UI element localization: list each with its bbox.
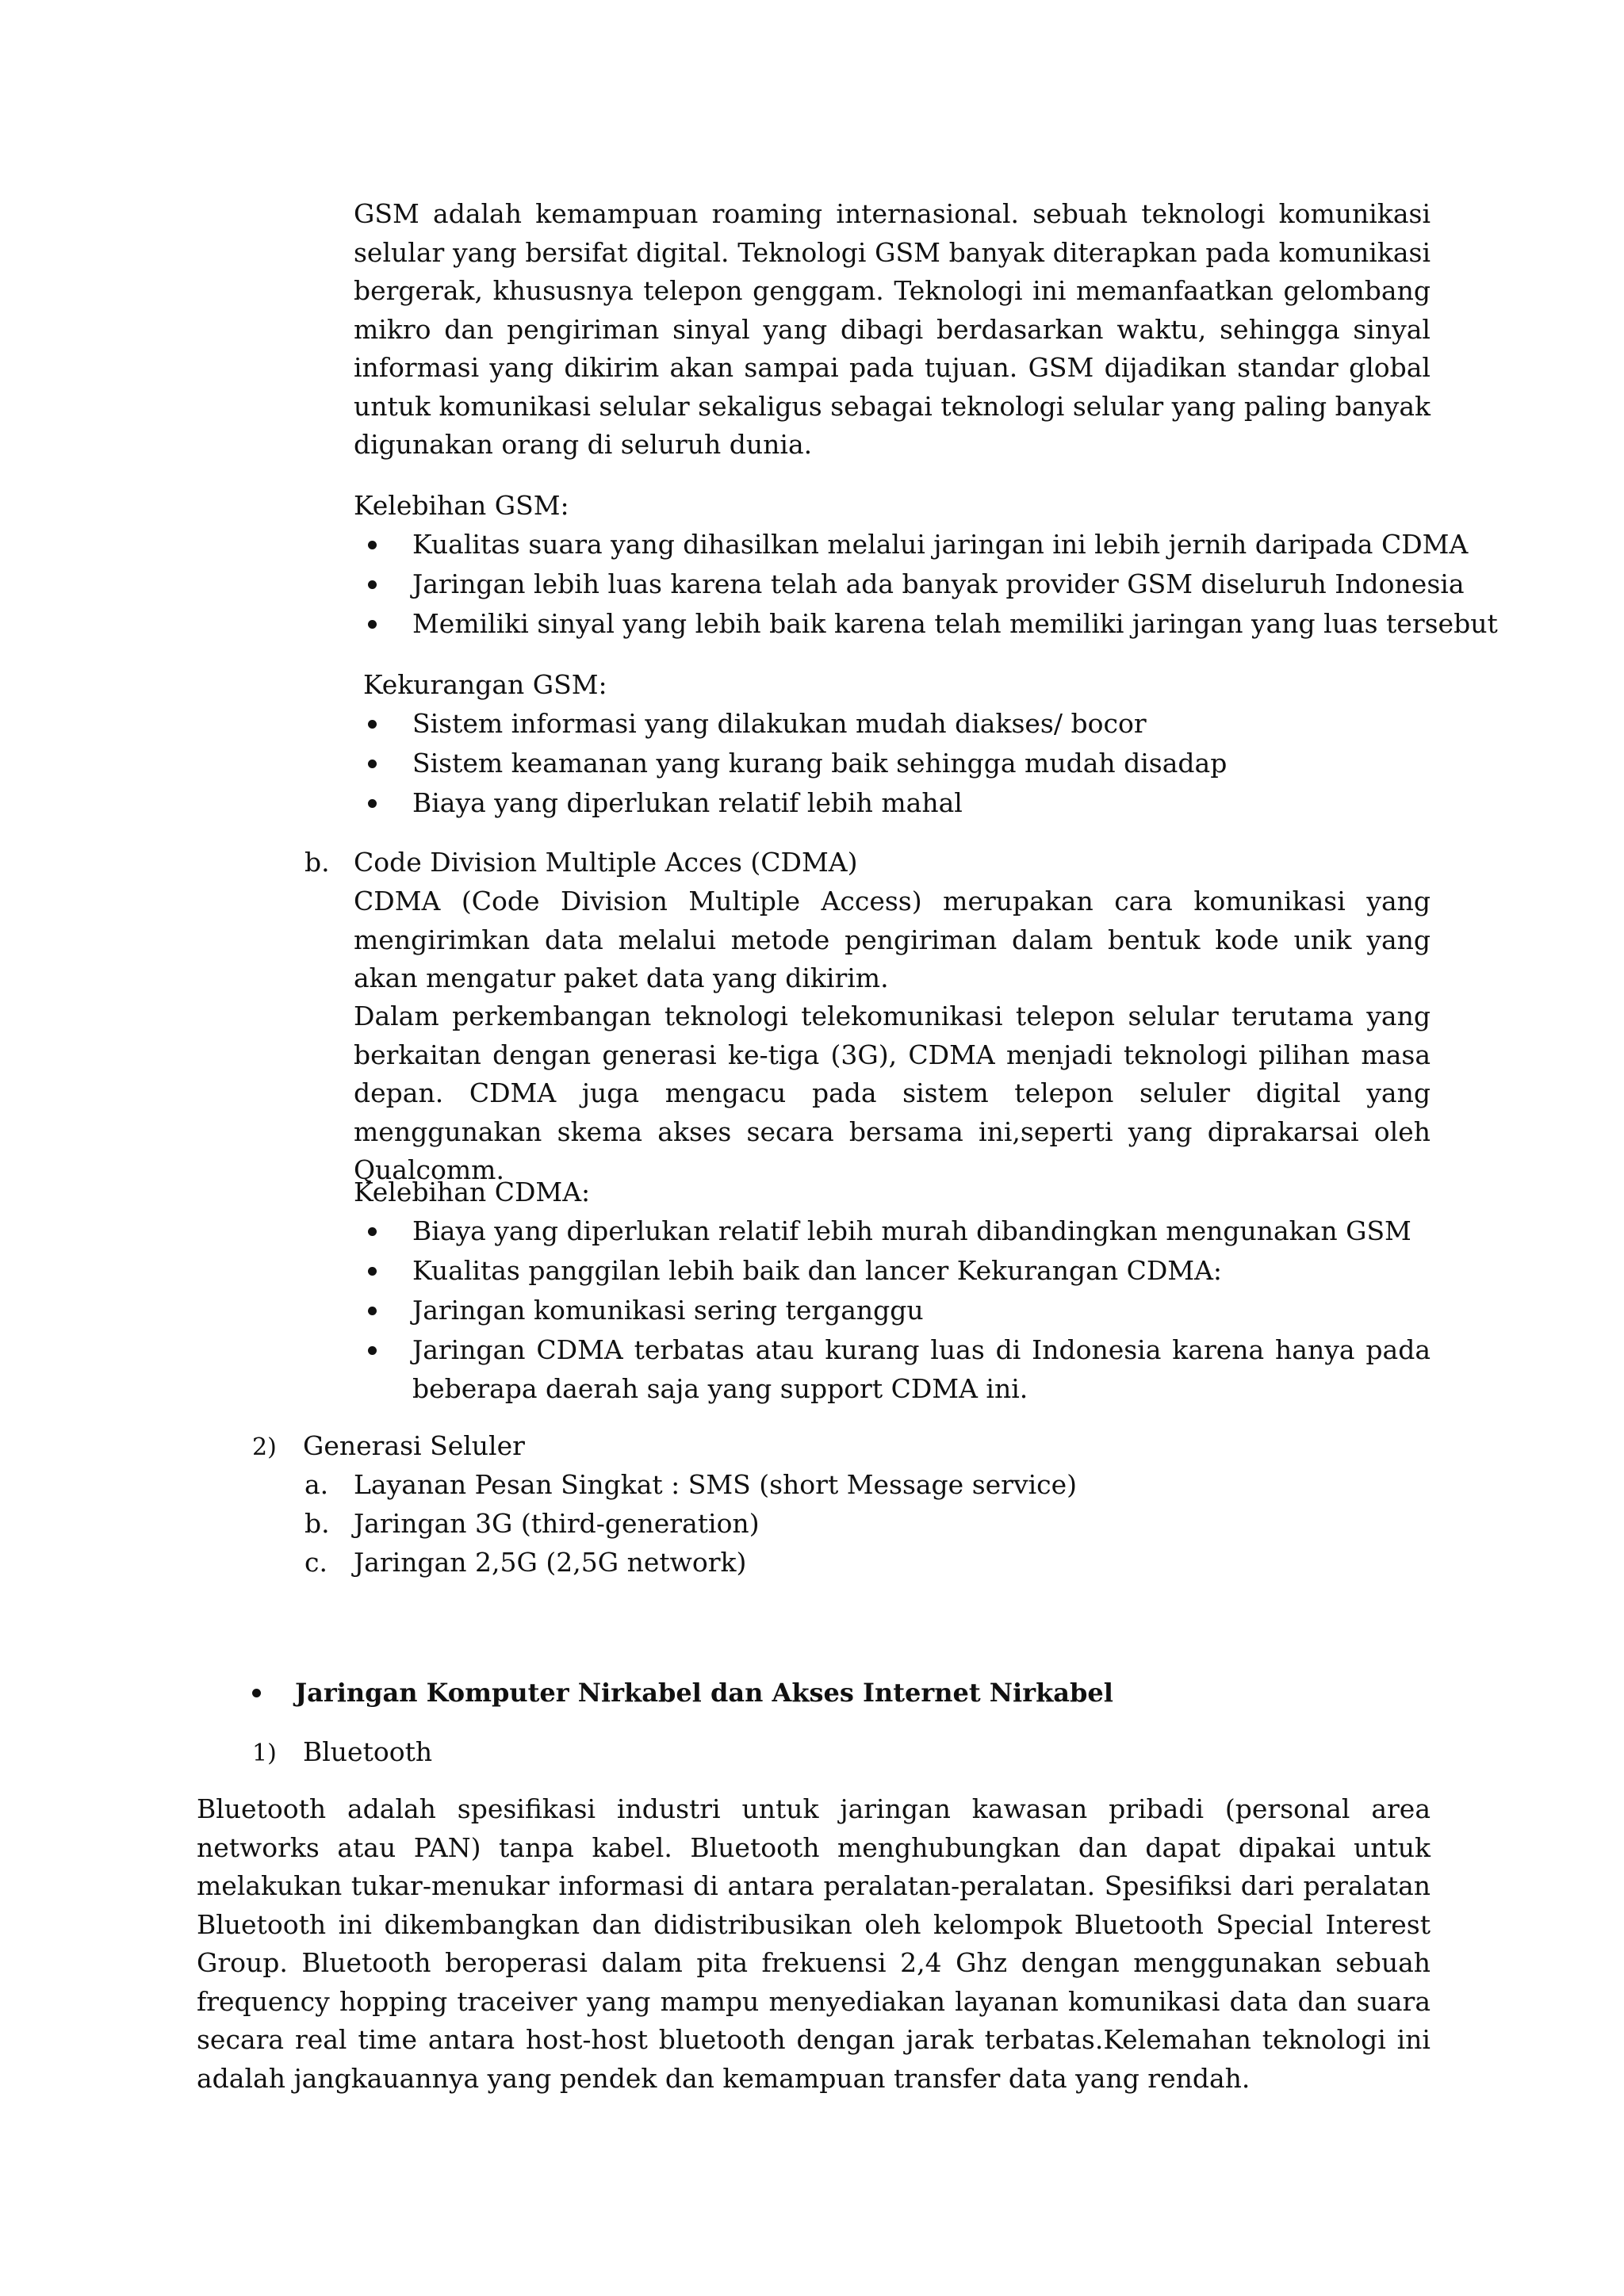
cdma-item: Jaringan komunikasi sering terganggu [412, 1295, 924, 1326]
bluetooth-paragraph: Bluetooth adalah spesifikasi industri untuk jaringan kawasan pribadi (personal area networks atau PAN) tanpa kabel. Bluetooth menghubungkan dan dapat dipakai untuk melakukan tukar-menukar informasi di antara peralatan-peralatan. Spesifiksi dari peralatan Bluetooth ini dikembangkan dan didistribusikan oleh kelompok Bluetooth Special Interest Group. Bluetooth beroperasi dalam pita frekuensi 2,4 Ghz dengan menggunakan sebuah frequency hopping traceiver yang mampu menyediakan layanan komunikasi data dan suara secara real time antara host-host bluetooth dengan jarak terbatas.Kelemahan teknologi ini adalah jangkauannya yang pendek dan kemampuan transfer data yang rendah. [197, 1793, 1431, 2094]
generasi-item-marker: a. [304, 1469, 329, 1500]
generasi-item-marker: c. [304, 1547, 327, 1578]
bluetooth-title: Bluetooth [303, 1736, 433, 1767]
cdma-item: Kualitas panggilan lebih baik dan lancer Kekurangan CDMA: [412, 1255, 1223, 1286]
cdma-paragraph-1: CDMA (Code Division Multiple Access) merupakan cara komunikasi yang mengirimkan data melalui metode pengiriman dalam bentuk kode unik yang akan mengatur paket data yang dikirim. [354, 886, 1431, 993]
cdma-title: Code Division Multiple Acces (CDMA) [354, 847, 858, 878]
bullet-icon [252, 1689, 261, 1697]
bluetooth-marker: 1) [252, 1739, 277, 1767]
bullet-icon [368, 1346, 377, 1355]
bullet-icon [368, 541, 377, 549]
cdma-advantages-heading: Kelebihan CDMA: [354, 1177, 591, 1207]
cdma-paragraph-2: Dalam perkembangan teknologi telekomunikasi telepon selular terutama yang berkaitan dengan generasi ke-tiga (3G), CDMA menjadi teknologi pilihan masa depan. CDMA juga mengacu pada sistem telepon seluler digital yang menggunakan skema akses secara bersama ini,seperti yang diprakarsai oleh Qualcomm. [354, 1001, 1431, 1185]
bullet-icon [368, 1227, 377, 1236]
bullet-icon [368, 1267, 377, 1276]
gsm-advantages-heading: Kelebihan GSM: [354, 490, 569, 521]
gsm-disadvantages-heading: Kekurangan GSM: [363, 669, 607, 700]
gsm-intro-paragraph: GSM adalah kemampuan roaming internasional. sebuah teknologi komunikasi selular yang bersifat digital. Teknologi GSM banyak diterapkan pada komunikasi bergerak, khususnya telepon genggam. Teknologi ini memanfaatkan gelombang mikro dan pengiriman sinyal yang dibagi berdasarkan waktu, sehingga sinyal informasi yang dikirim akan sampai pada tujuan. GSM dijadikan standar global untuk komunikasi selular sekaligus sebagai teknologi selular yang paling banyak digunakan orang di seluruh dunia. [354, 198, 1431, 460]
cdma-item: Jaringan CDMA terbatas atau kurang luas di Indonesia karena hanya pada beberapa daerah saja yang support CDMA ini. [412, 1334, 1431, 1404]
bullet-icon [368, 720, 377, 729]
gsm-advantage-item: Memiliki sinyal yang lebih baik karena telah memiliki jaringan yang luas tersebut [412, 608, 1498, 639]
generasi-title: Generasi Seluler [303, 1430, 525, 1461]
cdma-marker: b. [304, 847, 330, 878]
bullet-icon [368, 580, 377, 589]
gsm-advantage-item: Kualitas suara yang dihasilkan melalui jaringan ini lebih jernih daripada CDMA [412, 529, 1469, 560]
bullet-icon [368, 1307, 377, 1315]
generasi-item: Layanan Pesan Singkat : SMS (short Message service) [354, 1469, 1078, 1500]
gsm-disadvantage-item: Biaya yang diperlukan relatif lebih mahal [412, 787, 963, 818]
generasi-marker: 2) [252, 1433, 277, 1461]
wireless-section-heading: Jaringan Komputer Nirkabel dan Akses Internet Nirkabel [295, 1678, 1113, 1708]
bullet-icon [368, 760, 377, 768]
generasi-item-marker: b. [304, 1508, 330, 1539]
gsm-disadvantage-item: Sistem keamanan yang kurang baik sehingga mudah disadap [412, 748, 1228, 779]
gsm-advantage-item: Jaringan lebih luas karena telah ada banyak provider GSM diseluruh Indonesia [412, 568, 1465, 599]
gsm-disadvantage-item: Sistem informasi yang dilakukan mudah diakses/ bocor [412, 708, 1147, 739]
cdma-item: Biaya yang diperlukan relatif lebih murah dibandingkan mengunakan GSM [412, 1215, 1411, 1246]
generasi-item: Jaringan 3G (third-generation) [354, 1508, 760, 1539]
bullet-icon [368, 620, 377, 629]
generasi-item: Jaringan 2,5G (2,5G network) [354, 1547, 747, 1578]
bullet-icon [368, 799, 377, 808]
